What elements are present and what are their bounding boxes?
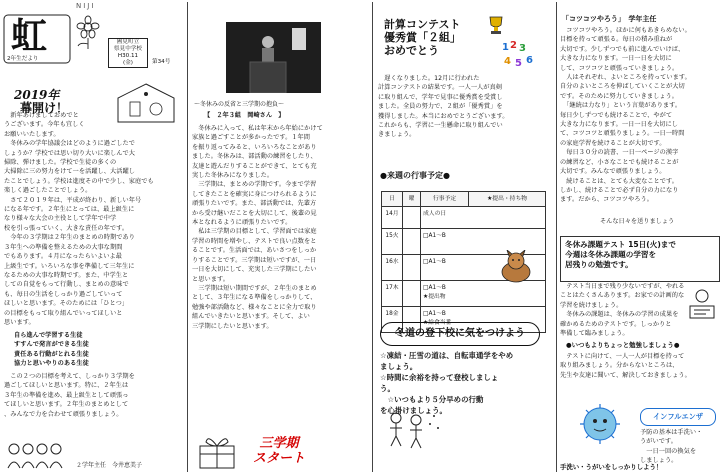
cell-dow xyxy=(403,255,421,281)
right-column-header: 「コツコツやろう」 学年主任 xyxy=(562,15,657,23)
article-signature: ２学年主任 今井恵美子 xyxy=(76,462,143,469)
cell-event: □A1～B ★給食当番 xyxy=(421,307,546,333)
new-year-body: 新年あけましておめでと うございます。今年も宜しく お願いいたします。 冬休みの学年協議会はどのように過ごしたで しょうか？学校では思い切り大いに楽しんで大 掃除、弾けました。学校で生徒の多くの 大掃除に三の努力をけて一を活躍し、大活躍し たことでしょう。学校は進度その中で少し、家庭でも 楽しく過ごしたことでしょう。 さて２０１９年は、平成が終わり、新しい年号 になる年です。２年生にとっては、最上級生に なり様々な大会の主役として学年で中学 校を引っ張っていく、大きな責任の年です。 今年の３学期は２年生のまとめの時期であり ３年生への準備を整えるための大事な期間 でもあります。４月になったらいよいよ最 上級生です。いろいろな事を準備して三年生に なるための大事な時期です。また、中学生と しての自覚をもって行動し、まとめの意味で も、毎日の生活をしっかり過ごしていって ほしいと思います。そのためには「ひとつ」 の目標をもって取り組んでいってほしいと 思います。 xyxy=(4,112,154,326)
svg-text:4: 4 xyxy=(504,56,511,67)
dog-illustration-icon xyxy=(496,250,536,286)
contest-title-line: 優秀賞「２組」 xyxy=(384,31,461,44)
cell-event: □A1～B ★提出物 xyxy=(421,281,546,307)
cell-dow xyxy=(403,229,421,255)
issue-info-line: (金) xyxy=(123,60,133,66)
col-header: 日 xyxy=(382,192,403,207)
issue-info-box xyxy=(108,38,148,68)
column-divider xyxy=(372,2,373,472)
svg-text:5: 5 xyxy=(515,58,522,69)
goal-item: 責任ある行動がとれる生徒 xyxy=(14,350,89,358)
issue-number: 第34号 xyxy=(152,59,171,65)
numbers-illustration-icon xyxy=(500,38,540,72)
germ-illustration-icon xyxy=(564,396,636,452)
masthead-nameplate xyxy=(3,14,69,64)
cell-event: 成人の日 xyxy=(421,207,546,229)
new-year-heading: 幕開け！ xyxy=(20,101,69,115)
flu-label xyxy=(640,408,716,426)
table-row xyxy=(382,207,546,229)
column-divider xyxy=(556,2,557,472)
column-divider xyxy=(187,2,188,472)
speech-photo xyxy=(226,22,321,93)
cell-dow xyxy=(403,281,421,307)
speaker-at-podium-photo xyxy=(226,22,321,93)
svg-text:1: 1 xyxy=(502,42,509,53)
cell-event: □A1～B xyxy=(421,255,546,281)
flu-footer: 手洗い・うがいをしっかりしよう！ xyxy=(560,463,663,471)
schedule-title: ●来週の行事予定● xyxy=(380,171,450,180)
third-term-banner xyxy=(246,436,312,472)
cell-day: 17木 xyxy=(382,281,403,307)
year-heading: 2019年 xyxy=(14,88,60,102)
exam-sub-heading: ●いつもよりちょっと勉強しましょう● xyxy=(566,341,680,349)
svg-text:2: 2 xyxy=(510,40,517,51)
exam-title: 冬休み課題テスト 15日(火)まで 今週は冬休み課題の学習を 居残りの勉強です。 xyxy=(565,240,676,269)
studying-illustration-icon xyxy=(684,286,720,322)
banner-line: スタート xyxy=(252,451,305,466)
exam-notice-box xyxy=(560,236,720,282)
issue-info-line: 國見町立 xyxy=(116,39,140,45)
winter-walk-illustration-icon xyxy=(386,410,442,450)
speech-body: 冬休みに入って、私は年末から年始にかけて 家族と過ごすことが多かったです。１年間 を振り返ってみると、いろいろなことがあり ました。冬休みは、部活動の練習をしたり、 友達と遊んだりすることができて、とても充 実した冬休みになりました。 三学期は、まとめの学期です。今まで学習 してきたことを確実に身につけられるように 頑張りたいです。また、部活動では、先輩方 から受け継いだことを大切にして、後輩の見 本となれるように頑張りたいです。 私は三学期の目標として、学習面では家庭 学習の時間を増やし、テストで良い点数をと ることです。生活面では、あいさつをしっか りすることです。三学期は短いですが、一日 一日を大切にして、充実した三学期にしたい と思います。 三学期は短い期間ですが、２年生のまとめ として、３年生になる準備をしっかりして、 勉強や部活動など、様々なことに全力で取り 組んでいきたいと思います。そして、よい 三学期にしたいと思います。 xyxy=(192,125,323,330)
svg-text:6: 6 xyxy=(526,55,533,66)
trophy-icon xyxy=(486,14,506,36)
cell-day: 15火 xyxy=(382,229,403,255)
photo-caption: ～冬休みの反省と三学期の抱負～ xyxy=(194,101,285,108)
contest-body: 遅くなりました。12月に行われた 計算コンテストの結果です。一人一人が真剣 に取り組んで、学年で見事に優秀賞を受賞し ました。全員の努力で、２組が「優秀賞」を 獲得しました。本当におめでとうございます。 これからも、学習に一生懸命に取り組んでい きましょう。 xyxy=(378,75,509,139)
new-year-closing: この２つの目標を考えて、しっかり３学期を 過ごしてほしいと思います。特に、２年生は ３年生の準備を進め、最上級生として頑張っ てほしいと思います。２年生のまとめとして 、みんなで力を合わせて頑張りましょう。 xyxy=(4,373,135,418)
masthead-title: 虹 xyxy=(11,15,48,57)
commute-body: ☆凍結・圧雪の道は、自転車通学をやめ ましょう。 ☆時間に余裕を持って登校しましょ う。 ☆いつもより５分早めの行動 を心掛けましょう。 xyxy=(380,351,514,415)
cell-day: 14月 xyxy=(382,207,403,229)
col-header: ★提出・持ち物 xyxy=(469,192,546,207)
flu-body: 予防の基本は手洗い・ うがいです。 一日一回の換気を しましょう。 xyxy=(640,429,703,465)
svg-text:3: 3 xyxy=(519,43,526,54)
col-header: 行事予定 xyxy=(421,192,469,207)
commute-title-box xyxy=(380,322,540,346)
goal-item: すすんで発言ができる生徒 xyxy=(14,341,89,349)
masthead-top-label: NIJI xyxy=(76,2,96,10)
exam-sub-body: テストに向けて、一人一人が目標を持って 取り組みましょう。分からないところは、 先生や友達に聞いて、解決しておきましょう。 xyxy=(560,353,691,379)
contest-title xyxy=(384,18,494,57)
goals-list xyxy=(14,331,174,369)
cell-day: 16水 xyxy=(382,255,403,281)
col-header: 曜 xyxy=(403,192,421,207)
flu-label-text: インフルエンザ xyxy=(652,412,704,421)
goal-item: 協力と思いやりのある生徒 xyxy=(14,360,89,368)
gift-illustration-icon xyxy=(196,432,238,472)
exam-body: テスト当日まで残り少ないですが、やれる ことはたくさんあります。お家での計画的な 学習を続けましょう。 冬休みの課題は、冬休みの学習の成果を 確かめるためのテストです。しっかりと 準備して臨みましょう。 xyxy=(560,283,685,338)
cell-event: □A1～B xyxy=(421,229,546,255)
contest-title-line: おめでとう xyxy=(384,44,439,57)
issue-info-line: H30.11 xyxy=(117,53,139,59)
masthead-subtitle: 2年生だより xyxy=(7,56,39,62)
speech-header: 【 ２年３組 岡崎さん 】 xyxy=(204,112,285,119)
students-illustration-icon xyxy=(4,440,64,474)
contest-title-line: 計算コンテスト xyxy=(384,18,461,31)
cell-day: 18金 xyxy=(382,307,403,333)
table-header-row xyxy=(382,192,546,207)
flower-illustration-icon xyxy=(70,14,106,50)
goal-item: 自ら進んで学習する生徒 xyxy=(14,332,83,339)
issue-info-line: 県見中学校 xyxy=(114,46,142,52)
commute-title: 冬道の登下校に気をつけよう xyxy=(395,328,525,339)
cell-dow xyxy=(403,207,421,229)
right-column-body: コツコツやろう。ほかに何もあきらめない。 目標を持って頑張る。毎日の積み重ねが 大切です。少しずつでも前に進んでいけば、 大きな力になります。一日一日を大切に して、コツコツと頑張っていきましょう。 人はそれぞれ、よいところを持っています。 自分のよいところを伸ばしていくことが大切 です。そのために努力していきましょう。 「継続は力なり」という言葉があります。 毎日少しずつでも続けることで、やがて 大きな力になります。一日一日を大切にし て、コツコツと頑張りましょう。一日一時間 の家庭学習を続けることが大切です。 毎日３０分の読書、一日一ページの漢字 の練習など、小さなことでも続けることが 大切です。みんなで頑張りましょう。 続けることは、とても大変なことです。 しかし、続けることで必ず自分の力になり ます。だから、コツコツやろう。 xyxy=(560,27,691,204)
right-column-sign: そんな日々を送りましょう xyxy=(600,218,675,225)
banner-line: 三学期 xyxy=(259,436,299,451)
